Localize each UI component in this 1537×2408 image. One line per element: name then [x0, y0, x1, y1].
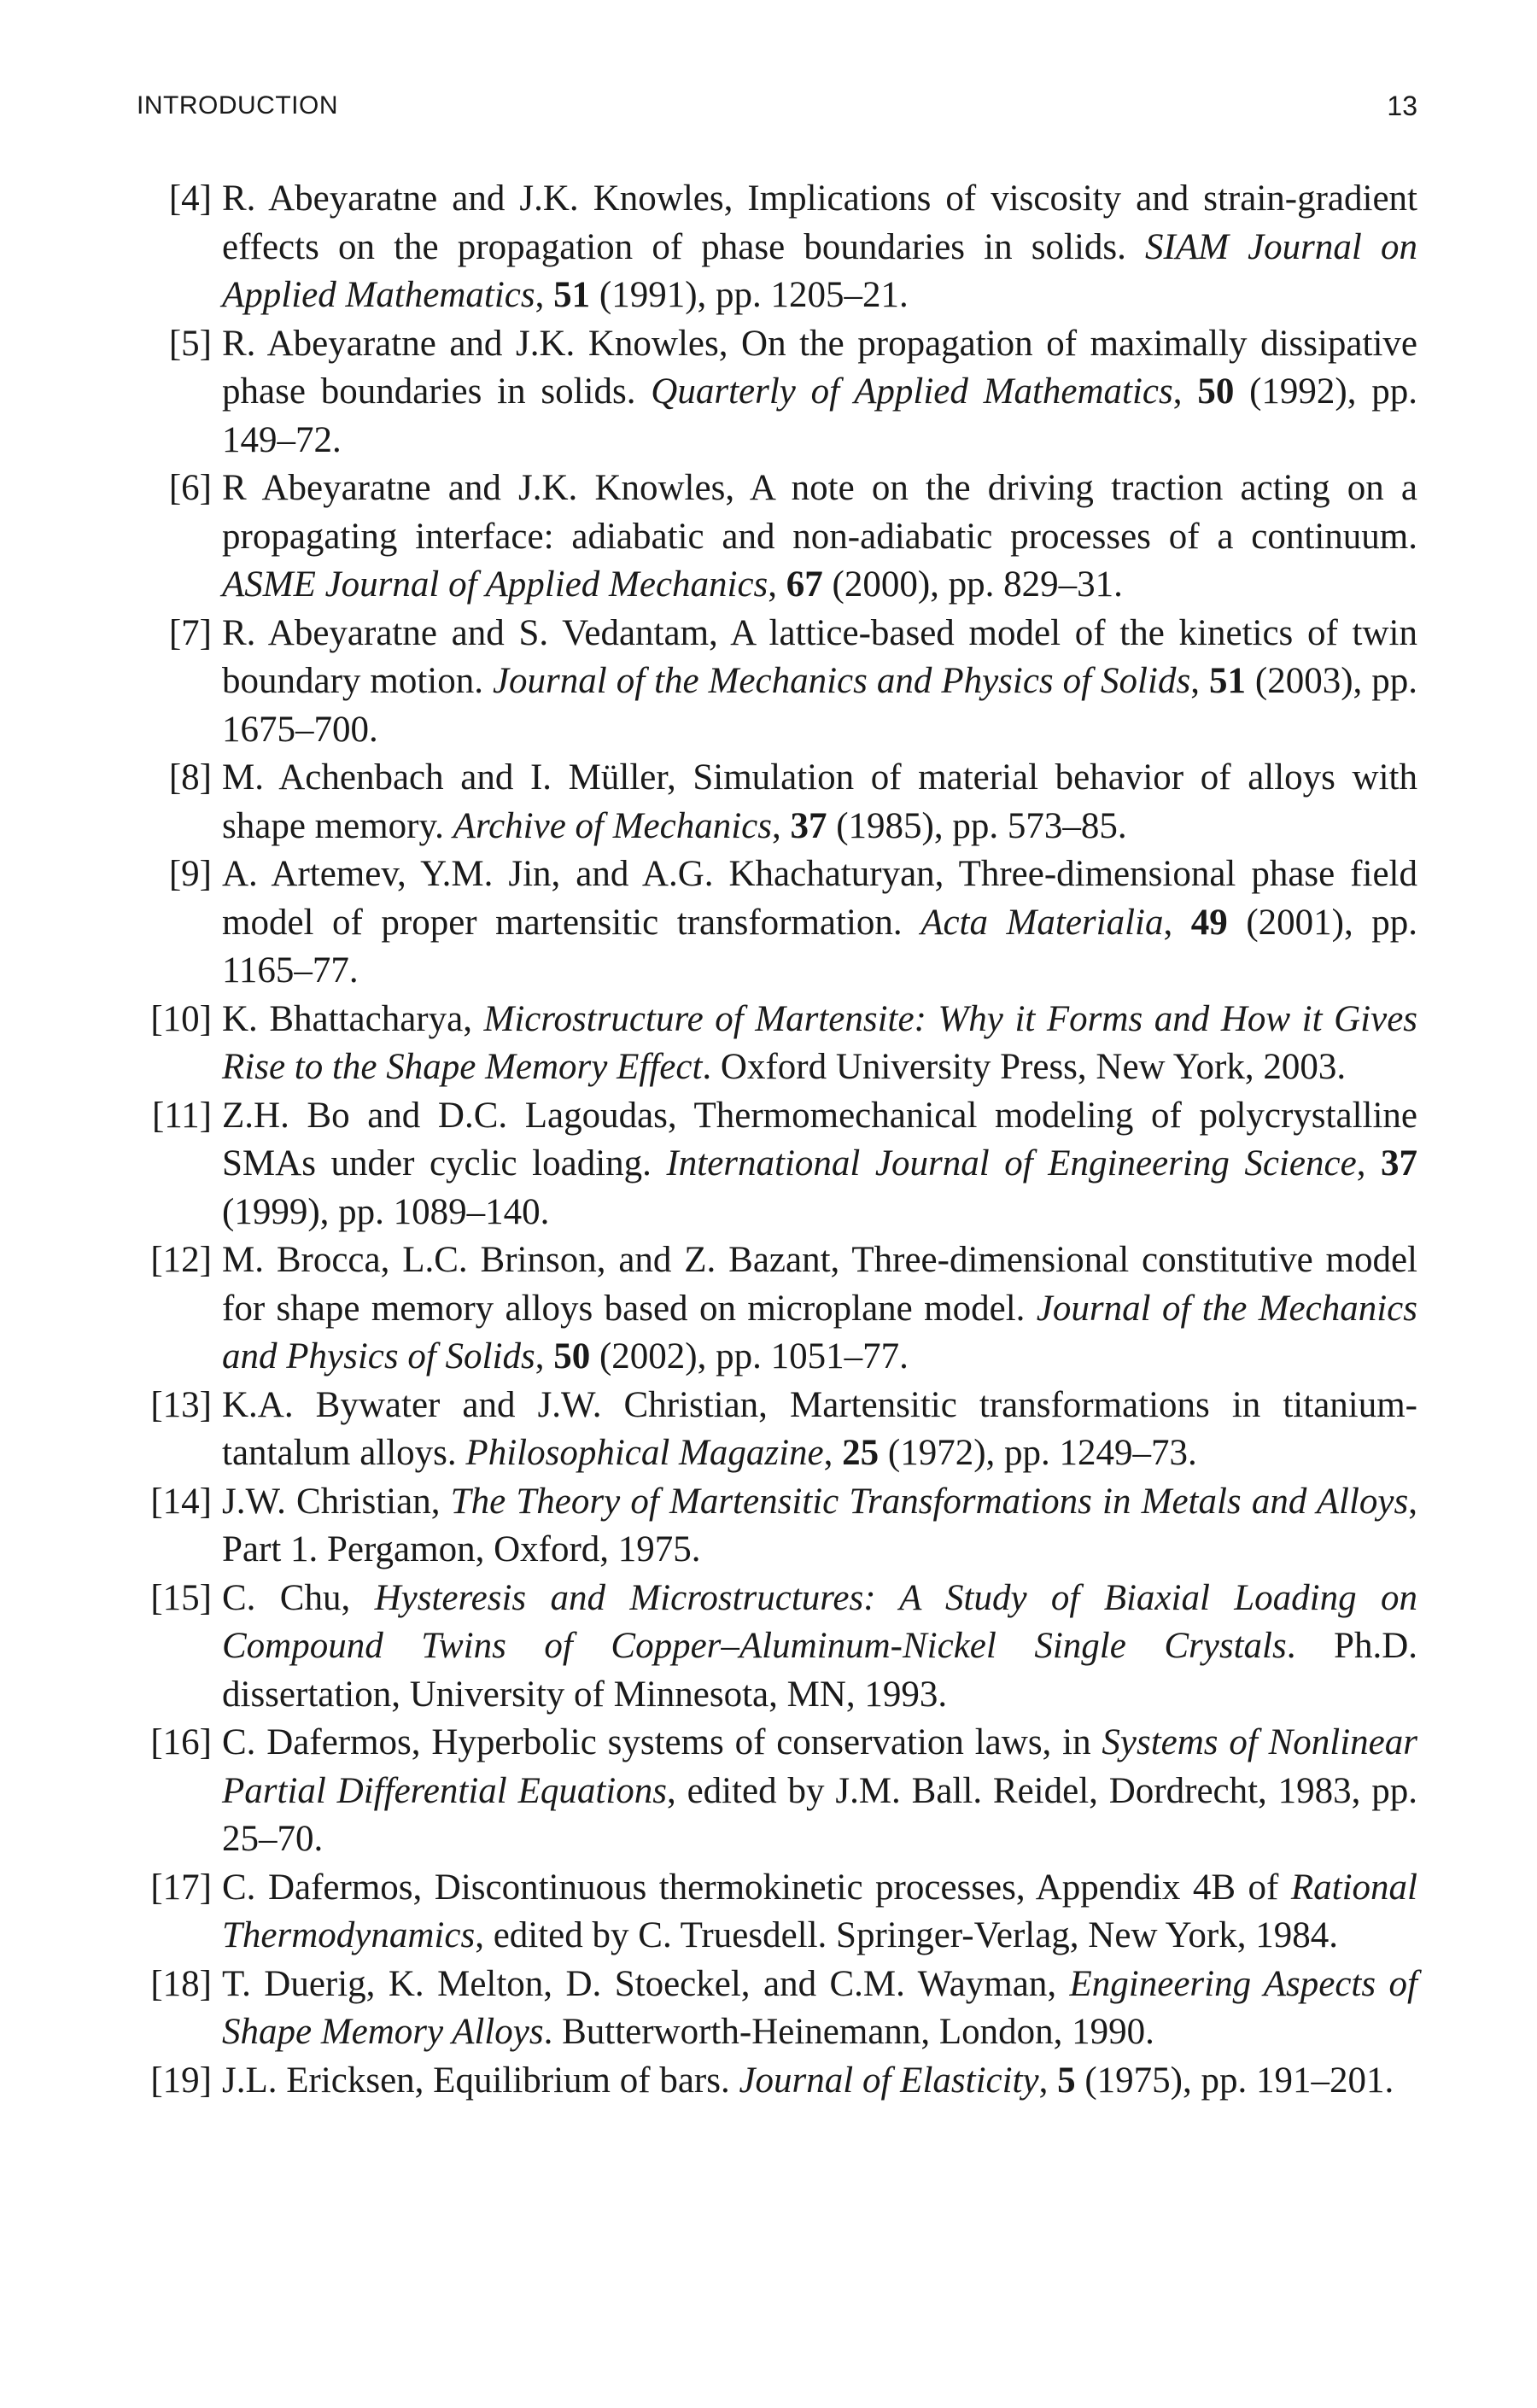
reference-source-title: Hysteresis and Microstructures: A Study of Biaxial Loading on Compound Twins of Copper–Aluminum-Nickel Single Crystals: [222, 1577, 1417, 1666]
reference-source-title: Acta Materialia: [920, 902, 1164, 943]
reference-volume: 37: [790, 805, 827, 846]
reference-details: (2000), pp. 829–31.: [822, 564, 1123, 605]
reference-separator: . Ph.D. dissertation, University of Minnesota, MN, 1993.: [222, 1626, 1417, 1715]
reference-entry: [135, 1719, 1417, 1864]
reference-number: [8]: [168, 757, 212, 798]
reference-number: [15]: [150, 1577, 212, 1618]
reference-volume: 50: [553, 1336, 591, 1376]
reference-authors-title: M. Achenbach and I. Müller, Simulation of material behavior of alloys with shape memory.: [222, 757, 1417, 846]
reference-authors-title: Z.H. Bo and D.C. Lagoudas, Thermomechanical modeling of polycrystalline SMAs under cyclic loading.: [222, 1095, 1417, 1184]
reference-authors-title: C. Dafermos, Discontinuous thermokinetic processes, Appendix 4B of: [222, 1867, 1291, 1908]
reference-volume: 37: [1381, 1143, 1417, 1184]
reference-number: [10]: [150, 998, 212, 1039]
reference-authors-title: J.W. Christian,: [222, 1481, 451, 1522]
reference-details: (1999), pp. 1089–140.: [222, 1191, 550, 1232]
reference-source-title: International Journal of Engineering Science: [666, 1143, 1357, 1184]
reference-number: [16]: [150, 1722, 212, 1762]
reference-volume: 51: [1208, 661, 1246, 701]
reference-entry: [135, 996, 1417, 1092]
reference-text: [222, 1864, 1417, 1961]
reference-text: [222, 1961, 1417, 2057]
reference-details: (2001), pp. 1165–77.: [222, 902, 1418, 991]
reference-details: (2003), pp. 1675–700.: [222, 661, 1418, 750]
reference-entry: [135, 754, 1417, 850]
reference-authors-title: A. Artemev, Y.M. Jin, and A.G. Khachaturyan, Three-dimensional phase field model of proper martensitic transformation.: [222, 854, 1417, 943]
reference-source-title: SIAM Journal on Applied Mathematics: [222, 226, 1418, 315]
reference-separator: ,: [768, 564, 786, 605]
reference-separator: ,: [1163, 902, 1191, 943]
page-number: 13: [1387, 91, 1417, 121]
reference-source-title: Journal of the Mechanics and Physics of Solids: [222, 1288, 1417, 1376]
reference-number: [12]: [150, 1240, 212, 1280]
reference-separator: ,: [535, 1336, 554, 1376]
reference-entry: [135, 1478, 1417, 1575]
reference-source-title: Journal of Elasticity: [739, 2060, 1039, 2101]
reference-text: [222, 610, 1417, 755]
reference-number: [14]: [150, 1481, 212, 1522]
reference-text: [222, 320, 1417, 465]
reference-entry: [135, 1864, 1417, 1961]
reference-authors-title: C. Chu,: [222, 1577, 375, 1618]
reference-entry: [135, 1961, 1417, 2057]
running-head: [137, 89, 1417, 123]
reference-text: [222, 465, 1417, 610]
reference-separator: . Oxford University Press, New York, 2003.: [702, 1047, 1347, 1087]
reference-authors-title: R. Abeyaratne and J.K. Knowles, On the propagation of maximally dissipative phase boundaries in solids.: [222, 323, 1417, 412]
reference-text: [222, 850, 1417, 996]
reference-source-title: ASME Journal of Applied Mechanics: [222, 564, 768, 605]
reference-volume: 67: [786, 564, 823, 605]
reference-separator: ,: [1356, 1143, 1381, 1184]
reference-volume: 50: [1197, 371, 1235, 412]
reference-separator: ,: [771, 805, 791, 846]
reference-number: [17]: [150, 1867, 212, 1908]
reference-authors-title: R. Abeyaratne and J.K. Knowles, Implications of viscosity and strain-gradient effects on the propagation of phase boundaries in solids.: [222, 178, 1417, 267]
reference-entry: [135, 175, 1417, 320]
reference-details: (1992), pp. 149–72.: [222, 371, 1418, 460]
reference-text: [222, 1719, 1417, 1864]
reference-list: [135, 175, 1417, 2105]
reference-number: [7]: [168, 612, 212, 653]
reference-entry: [135, 850, 1417, 996]
reference-number: [6]: [168, 468, 212, 508]
reference-entry: [135, 1575, 1417, 1720]
reference-source-title: Archive of Mechanics: [453, 805, 772, 846]
reference-authors-title: M. Brocca, L.C. Brinson, and Z. Bazant, Three-dimensional constitutive model for shape memory alloys based on microplane model.: [222, 1240, 1417, 1329]
reference-details: (1991), pp. 1205–21.: [590, 275, 909, 315]
reference-text: [222, 754, 1417, 850]
reference-number: [11]: [151, 1095, 212, 1136]
reference-authors-title: R. Abeyaratne and S. Vedantam, A lattice-based model of the kinetics of twin boundary motion.: [222, 612, 1417, 701]
reference-entry: [135, 1236, 1417, 1382]
reference-volume: 49: [1190, 902, 1228, 943]
reference-entry: [135, 465, 1417, 610]
reference-separator: ,: [1038, 2060, 1058, 2101]
reference-volume: 5: [1057, 2060, 1076, 2101]
reference-separator: , edited by J.M. Ball. Reidel, Dordrecht, 1983, pp. 25–70.: [222, 1770, 1418, 1859]
reference-number: [19]: [150, 2060, 212, 2101]
reference-text: [222, 1092, 1417, 1237]
reference-entry: [135, 320, 1417, 465]
reference-text: [222, 1382, 1417, 1478]
reference-separator: , edited by C. Truesdell. Springer-Verlag, New York, 1984.: [475, 1915, 1338, 1955]
reference-source-title: The Theory of Martensitic Transformations in Metals and Alloys: [450, 1481, 1409, 1522]
reference-number: [5]: [168, 323, 212, 364]
reference-details: (2002), pp. 1051–77.: [590, 1336, 909, 1376]
reference-details: (1972), pp. 1249–73.: [879, 1433, 1197, 1473]
reference-separator: ,: [1172, 371, 1198, 412]
reference-number: [4]: [168, 178, 212, 219]
reference-authors-title: K.A. Bywater and J.W. Christian, Martensitic transformations in titanium-tantalum alloys.: [222, 1384, 1417, 1473]
reference-text: [222, 2057, 1417, 2106]
reference-authors-title: K. Bhattacharya,: [222, 998, 484, 1039]
reference-source-title: Rational Thermodynamics: [222, 1867, 1417, 1955]
reference-entry: [135, 2057, 1417, 2106]
reference-text: [222, 175, 1417, 320]
reference-details: (1975), pp. 191–201.: [1075, 2060, 1394, 2101]
reference-authors-title: R Abeyaratne and J.K. Knowles, A note on the driving traction acting on a propagating interface: adiabatic and non-adiabatic processes of a continuum.: [222, 468, 1417, 557]
reference-entry: [135, 1382, 1417, 1478]
running-title: INTRODUCTION: [137, 91, 338, 120]
reference-separator: ,: [535, 275, 554, 315]
reference-source-title: Engineering Aspects of Shape Memory Alloys: [222, 1963, 1417, 2052]
reference-text: [222, 1575, 1417, 1720]
reference-volume: 51: [553, 275, 591, 315]
reference-source-title: Systems of Nonlinear Partial Differential Equations: [222, 1722, 1417, 1811]
reference-text: [222, 1236, 1417, 1382]
reference-text: [222, 1478, 1417, 1575]
reference-source-title: Microstructure of Martensite: Why it Forms and How it Gives Rise to the Shape Memory Effect: [222, 998, 1418, 1087]
reference-text: [222, 996, 1417, 1092]
reference-source-title: Philosophical Magazine: [465, 1433, 824, 1473]
reference-details: (1985), pp. 573–85.: [827, 805, 1127, 846]
reference-volume: 25: [842, 1433, 880, 1473]
reference-source-title: Journal of the Mechanics and Physics of Solids: [492, 661, 1191, 701]
reference-separator: . Butterworth-Heinemann, London, 1990.: [543, 2012, 1154, 2052]
reference-separator: ,: [823, 1433, 843, 1473]
reference-number: [18]: [150, 1963, 212, 2004]
reference-authors-title: C. Dafermos, Hyperbolic systems of conservation laws, in: [222, 1722, 1102, 1762]
reference-entry: [135, 1092, 1417, 1237]
reference-authors-title: T. Duerig, K. Melton, D. Stoeckel, and C.M. Wayman,: [222, 1963, 1070, 2004]
reference-entry: [135, 610, 1417, 755]
reference-number: [13]: [150, 1384, 212, 1425]
reference-authors-title: J.L. Ericksen, Equilibrium of bars.: [222, 2060, 739, 2101]
reference-source-title: Quarterly of Applied Mathematics: [651, 371, 1173, 412]
reference-separator: , Part 1. Pergamon, Oxford, 1975.: [222, 1481, 1417, 1569]
reference-separator: ,: [1190, 661, 1209, 701]
reference-number: [9]: [168, 854, 212, 894]
